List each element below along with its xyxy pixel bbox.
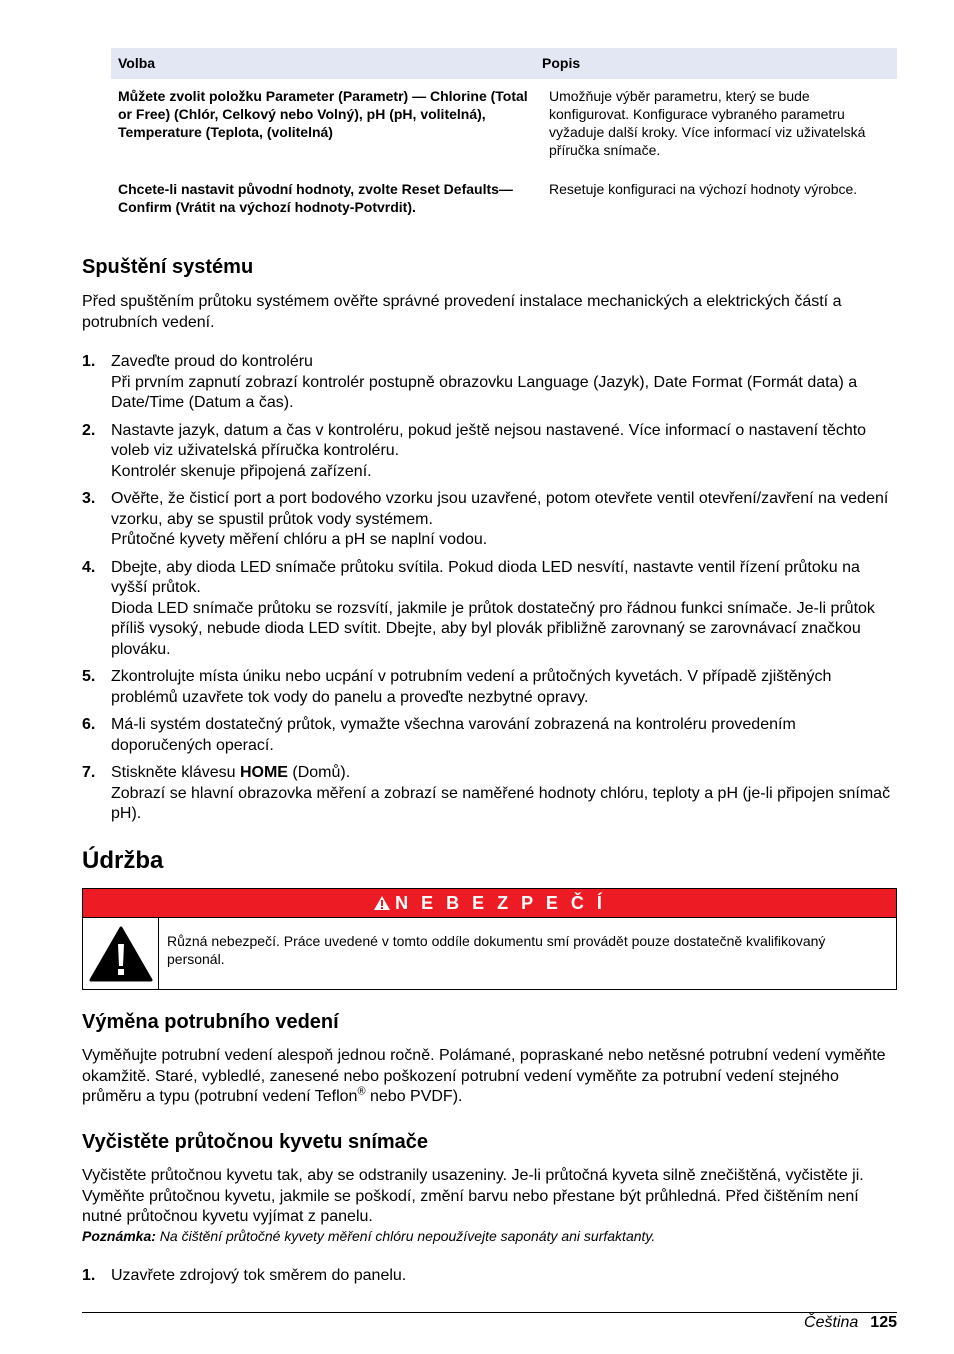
- options-table: [111, 48, 897, 229]
- tubing-paragraph: [82, 1046, 897, 1108]
- step-instruction: [111, 763, 897, 784]
- step-instruction: Uzavřete zdrojový tok směrem do panelu.: [111, 1267, 407, 1284]
- step-instruction-text: Stiskněte klávesu: [111, 764, 240, 781]
- tubing-text: Vyměňujte potrubní vedení alespoň jednou ročně. Polámané, popraskané nebo netěsné potrubní vedení vyměňte okamžitě. Staré, vybledlé, zanesené nebo poškození potrubní vedení vyměňte za potrubní vedení stejného průměru a typu (potrubní vedení Teflon: [82, 1047, 886, 1105]
- step-number: 5.: [82, 668, 96, 685]
- section-heading-startup: Spuštění systému: [82, 256, 254, 278]
- section-heading-maintenance: Údržba: [82, 847, 164, 874]
- list-item: [82, 763, 897, 825]
- step-instruction: Ověřte, že čisticí port a port bodového vzorku jsou uzavřené, potom otevřete ventil otevření/zavření na vedení vzorku, aby se spustil průtok vody systémem.: [111, 490, 889, 528]
- step-number: 3.: [82, 490, 96, 507]
- step-number: 6.: [82, 716, 96, 733]
- list-item: [82, 421, 897, 483]
- step-result: Zobrazí se hlavní obrazovka měření a zobrazí se naměřené hodnoty chlóru, teploty a pH (je-li připojen snímač pH).: [111, 784, 891, 822]
- startup-intro: Před spuštěním průtoku systémem ověřte správné provedení instalace mechanických a elektrických částí a potrubních vedení.: [82, 293, 842, 331]
- step-instruction: Dbejte, aby dioda LED snímače průtoku svítila. Pokud dioda LED nesvítí, nastavte ventil řízení průtoku na vyšší průtok.: [111, 558, 860, 596]
- cleaning-note: [82, 1227, 655, 1245]
- description-cell: Umožňuje výběr parametru, který se bude konfigurovat. Konfigurace vybraného parametru vyžaduje další kroky. Více informací viz uživatelská příručka snímače.: [549, 88, 866, 158]
- step-result: Při prvním zapnutí zobrazí kontrolér postupně obrazovku Language (Jazyk), Date Format (Formát data) a Date/Time (Datum a čas).: [111, 373, 858, 411]
- danger-text: Různá nebezpečí. Práce uvedené v tomto oddíle dokumentu smí provádět pouze dostatečně kvalifikovaný personál.: [167, 933, 826, 967]
- step-number: 7.: [82, 764, 96, 781]
- step-instruction: Má-li systém dostatečný průtok, vymažte všechna varování zobrazená na kontroléru provedením doporučených operací.: [111, 716, 796, 754]
- footer-language: Čeština: [804, 1314, 859, 1331]
- step-instruction: Zkontrolujte místa úniku nebo ucpání v potrubním vedení a průtočných kyvetách. V případě zjištěných problémů uzavřete tok vody do panelu a proveďte nezbytné opravy.: [111, 668, 832, 706]
- column-header-description: Popis: [535, 48, 897, 79]
- warning-triangle-icon: [373, 895, 391, 911]
- step-number: 1.: [82, 353, 96, 370]
- step-result: Dioda LED snímače průtoku se rozsvítí, jakmile je průtok dostatečný pro řádnou funkci snímače. Je-li průtok příliš vysoký, nebude dioda LED svítit. Dbejte, aby byl plovák přibližně zarovnaný se zarovnávací značkou plováku.: [111, 599, 875, 658]
- step-instruction: Zaveďte proud do kontroléru: [111, 353, 313, 370]
- step-instruction-text: (Domů).: [287, 764, 351, 781]
- description-cell: Resetuje konfiguraci na výchozí hodnoty výrobce.: [549, 181, 858, 197]
- danger-box: [82, 888, 897, 990]
- page-footer: [804, 1313, 897, 1333]
- section-heading-cleaning: Vyčistěte průtočnou kyvetu snímače: [82, 1131, 429, 1153]
- table-row: [111, 172, 897, 229]
- note-text: Na čištění průtočné kyvety měření chlóru nepoužívejte saponáty ani surfaktanty.: [155, 1228, 656, 1244]
- step-number: 4.: [82, 558, 96, 576]
- startup-steps-list: [82, 352, 897, 832]
- list-item: [82, 558, 897, 661]
- list-item: [82, 352, 897, 414]
- footer-divider: [82, 1312, 897, 1313]
- note-label: Poznámka:: [82, 1228, 156, 1244]
- step-result: Průtočné kyvety měření chlóru a pH se naplní vodou.: [111, 531, 488, 548]
- step-number: 2.: [82, 421, 96, 439]
- table-row: [111, 79, 897, 172]
- page-number: 125: [870, 1314, 897, 1331]
- danger-label: N E B E Z P E Č Í: [395, 893, 606, 913]
- option-cell: Chcete-li nastavit původní hodnoty, zvolte Reset Defaults—Confirm (Vrátit na výchozí hodnoty-Potvrdit).: [118, 181, 513, 215]
- danger-icon-cell: [83, 918, 159, 989]
- list-item: [82, 489, 897, 551]
- step-number: 1.: [82, 1267, 96, 1284]
- tubing-text: nebo PVDF).: [365, 1088, 463, 1105]
- column-header-option: Volba: [111, 48, 535, 79]
- danger-exclamation-icon: [89, 926, 153, 982]
- danger-header: [83, 889, 896, 918]
- option-cell: Můžete zvolit položku Parameter (Parametr) — Chlorine (Total or Free) (Chlór, Celkový nebo Volný), pH (pH, volitelná), Temperature (Teplota, (volitelná): [118, 88, 528, 140]
- cleaning-step: [82, 1266, 897, 1287]
- section-heading-tubing: Výměna potrubního vedení: [82, 1011, 339, 1033]
- list-item: [82, 715, 897, 756]
- list-item: [82, 667, 897, 708]
- step-result: Kontrolér skenuje připojená zařízení.: [111, 462, 372, 480]
- cleaning-paragraph: Vyčistěte průtočnou kyvetu tak, aby se odstranily usazeniny. Je-li průtočná kyveta silně znečištěná, vyčistěte ji. Vyměňte průtočnou kyvetu, jakmile se poškodí, změní barvu nebo přestane být průhledná. Před čištěním není nutné průtočnou kyvetu vyjímat z panelu.: [82, 1167, 864, 1225]
- registered-mark: ®: [357, 1085, 366, 1098]
- table-header-row: [111, 48, 897, 79]
- step-instruction: Nastavte jazyk, datum a čas v kontroléru, pokud ještě nejsou nastavené. Více informací o nastavení těchto voleb viz uživatelská příručka kontroléru.: [111, 421, 867, 459]
- home-key-label: HOME: [239, 764, 288, 781]
